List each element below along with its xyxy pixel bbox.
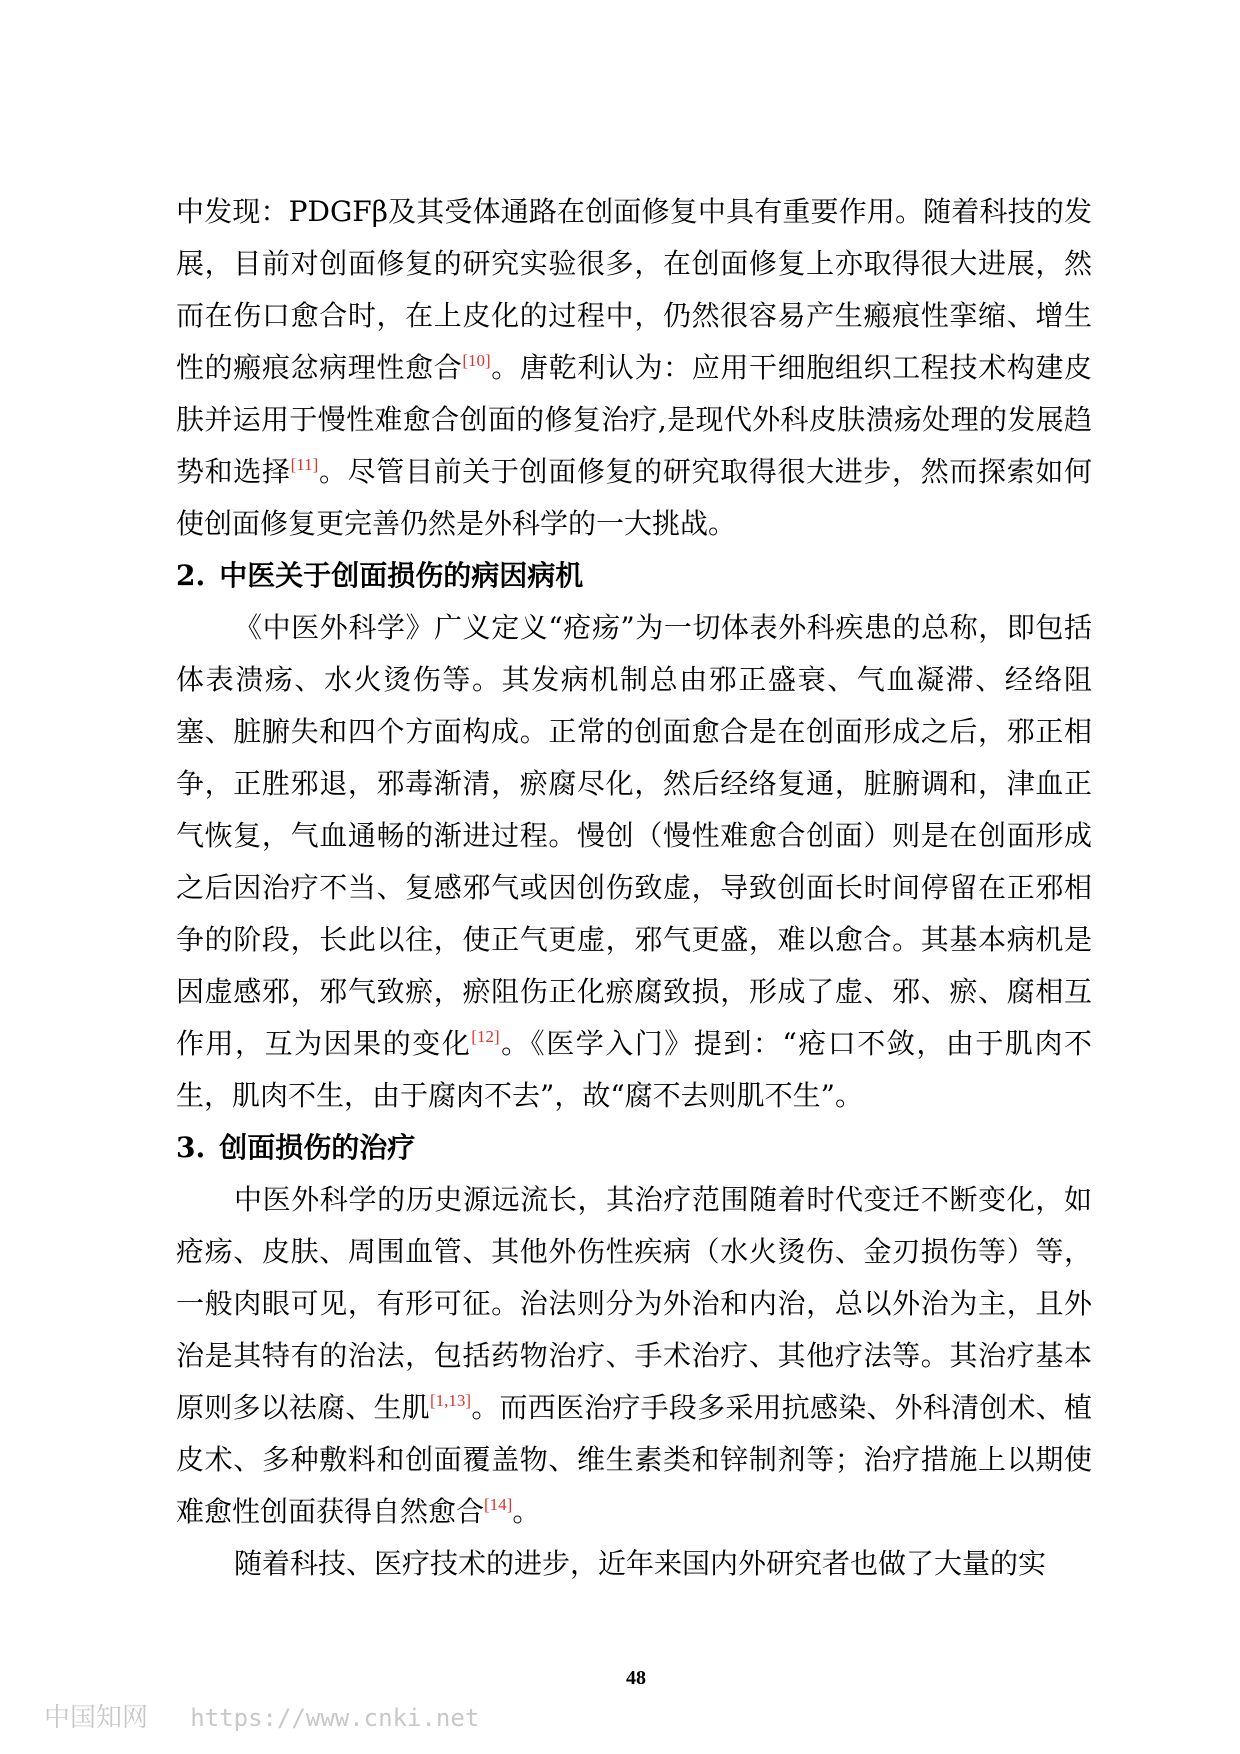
section-number: 2.: [176, 559, 206, 592]
document-body: [176, 186, 1092, 1590]
citation-ref[interactable]: [12]: [471, 1027, 500, 1046]
section-heading: [176, 1122, 1092, 1174]
text-run: 。: [512, 1495, 541, 1528]
text-run: 《中医外科学》广义定义“疮疡”为一切体表外科疾患的总称，即包括体表溃疡、水火烫伤等。其发病机制总由邪正盛衰、气血凝滞、经络阻塞、脏腑失和四个方面构成。正常的创面愈合是在创面形成之后，邪正相争，正胜邪退，邪毒渐清，瘀腐尽化，然后经络复通，脏腑调和，津血正气恢复，气血通畅的渐进过程。慢创（慢性难愈合创面）则是在创面形成之后因治疗不当、复感邪气或因创伤致虚，导致创面长时间停留在正邪相争的阶段，长此以往，使正气更虚，邪气更盛，难以愈合。其基本病机是因虚感邪，邪气致瘀，瘀阻伤正化瘀腐致损，形成了虚、邪、瘀、腐相互作用，互为因果的变化: [176, 611, 1092, 1060]
body-paragraph: [176, 1174, 1092, 1538]
body-paragraph: [176, 186, 1092, 550]
text-run: 。尽管目前关于创面修复的研究取得很大进步，然而探索如何使创面修复更完善仍然是外科学的一大挑战。: [176, 455, 1092, 540]
body-paragraph: [176, 1538, 1092, 1590]
text-run: 。而西医治疗手段多采用抗感染、外科清创术、植皮术、多种敷料和创面覆盖物、维生素类和锌制剂等；治疗措施上以期使难愈性创面获得自然愈合: [176, 1391, 1092, 1528]
section-title: 创面损伤的治疗: [219, 1131, 416, 1164]
text-run: 中医外科学的历史源远流长，其治疗范围随着时代变迁不断变化，如疮疡、皮肤、周围血管、其他外伤性疾病（水火烫伤、金刃损伤等）等，一般肉眼可见，有形可征。治法则分为外治和内治，总以外治为主，且外治是其特有的治法，包括药物治疗、手术治疗、其他疗法等。其治疗基本原则多以祛腐、生肌: [176, 1183, 1092, 1424]
citation-ref[interactable]: [14]: [484, 1495, 513, 1514]
page-number: 48: [626, 1667, 646, 1689]
text-run: 中发现：PDGFβ及其受体通路在创面修复中具有重要作用。随着科技的发展，目前对创面修复的研究实验很多，在创面修复上亦取得很大进展，然而在伤口愈合时，在上皮化的过程中，仍然很容易产生瘢痕性挛缩、增生性的瘢痕忿病理性愈合: [176, 195, 1092, 384]
text-run: 随着科技、医疗技术的进步，近年来国内外研究者也做了大量的实: [234, 1547, 1047, 1580]
citation-ref[interactable]: [1,13]: [430, 1391, 472, 1410]
citation-ref[interactable]: [11]: [290, 455, 319, 474]
citation-ref[interactable]: [10]: [462, 351, 491, 370]
section-heading: [176, 550, 1092, 602]
body-paragraph: [176, 602, 1092, 1122]
section-number: 3.: [176, 1131, 206, 1164]
section-title: 中医关于创面损伤的病因病机: [219, 559, 584, 592]
text-run: 。唐乾利认为：应用干细胞组织工程技术构建皮肤并运用于慢性难愈合创面的修复治疗,是现代外科皮肤溃疡处理的发展趋势和选择: [176, 351, 1092, 488]
text-run: 。《医学入门》提到：“疮口不敛，由于肌肉不生，肌肉不生，由于腐肉不去”，故“腐不去则肌不生”。: [176, 1027, 1092, 1112]
watermark-url: https://www.cnki.net: [190, 1704, 480, 1732]
watermark-brand: 中国知网: [44, 1703, 149, 1733]
watermark: [44, 1697, 479, 1734]
